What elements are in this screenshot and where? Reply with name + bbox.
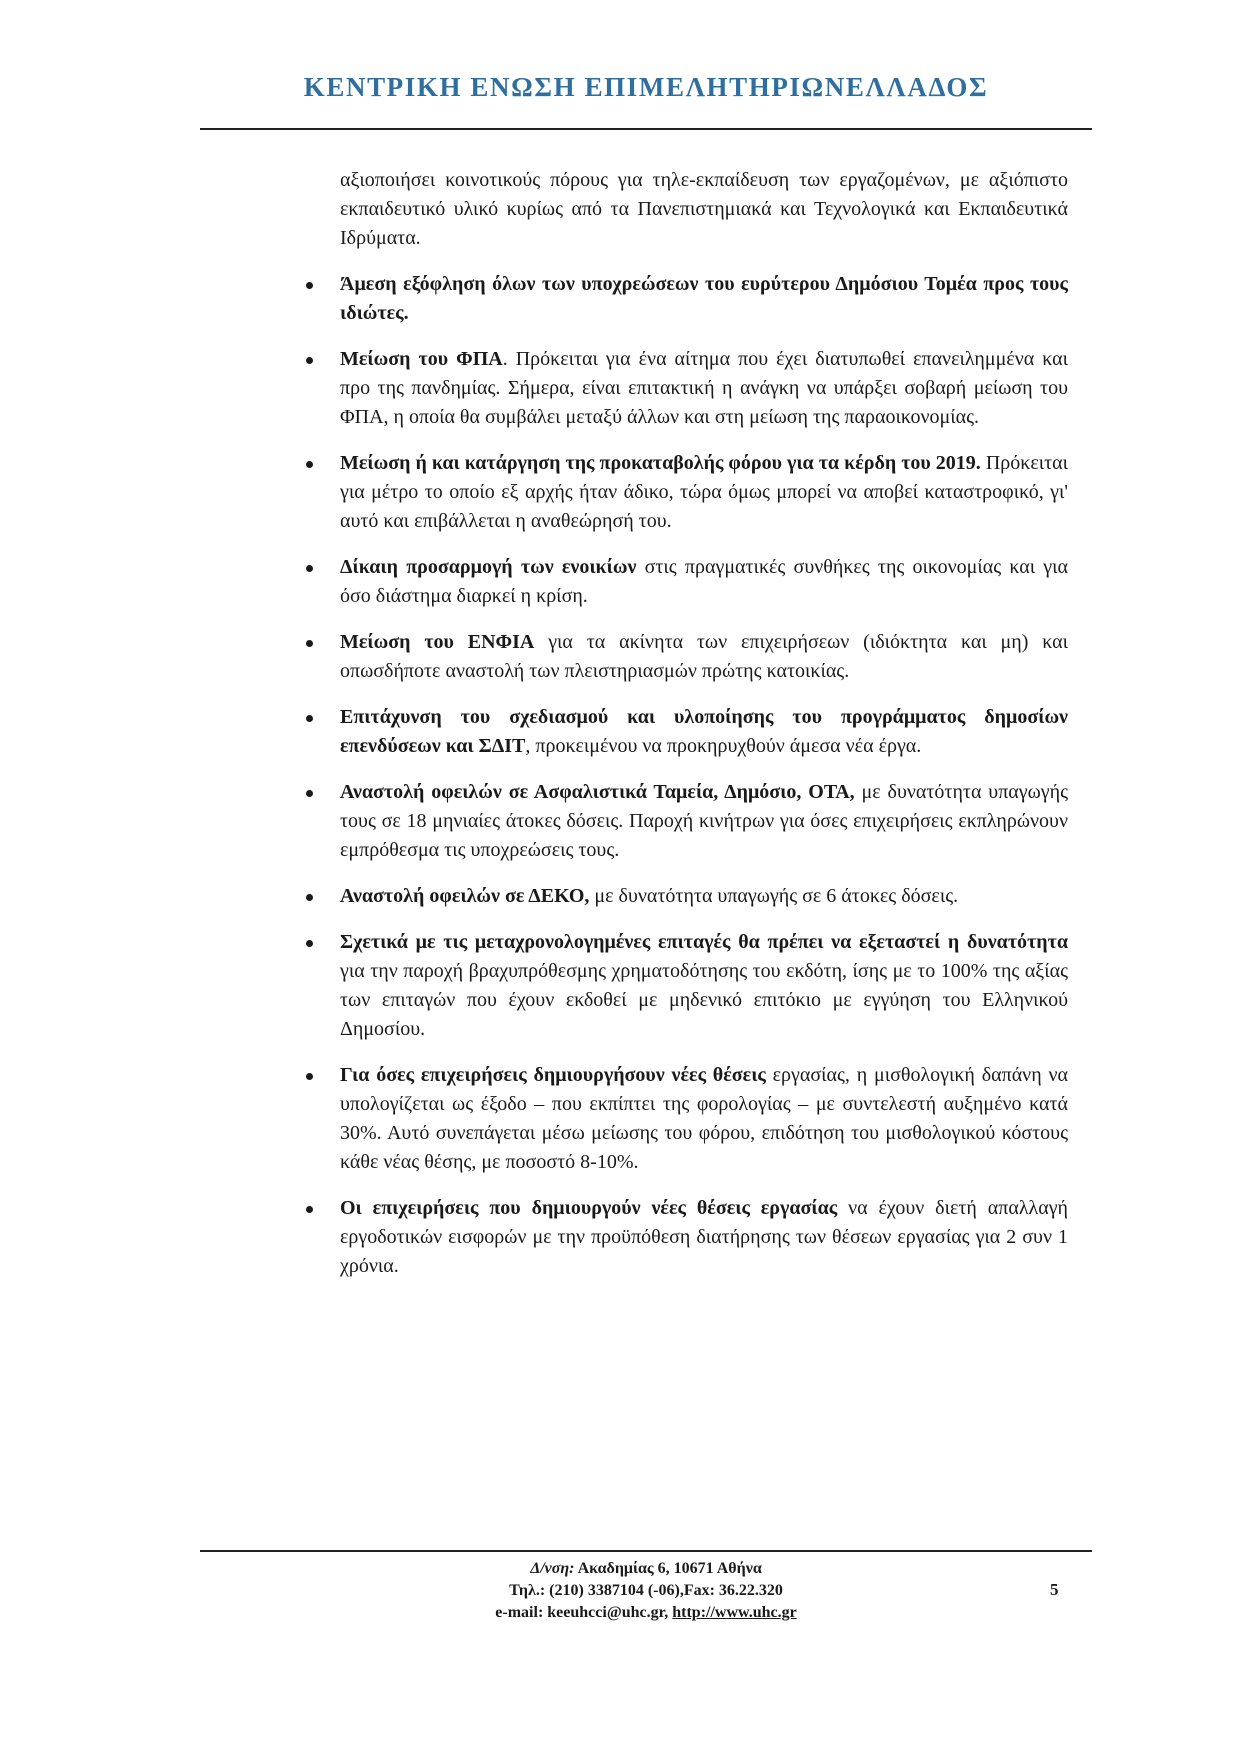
bullet-text [340,273,1068,324]
list-item [340,778,1068,865]
bullet-icon [306,894,313,901]
list-item [340,270,1068,328]
bullet-icon [306,1206,313,1213]
bullet-text [340,348,1068,428]
bullet-icon [306,940,313,947]
bullet-text [340,931,1068,1040]
bullet-text [340,885,958,907]
footer-address-line [200,1558,1092,1580]
bullet-regular-text: , προκειμένου να προκηρυχθούν άμεσα νέα έργα. [525,735,922,757]
bullet-bold-text: Μείωση ή και κατάργηση της προκαταβολής φόρου για τα κέρδη του 2019. [340,452,981,474]
document-header-title: ΚΕΝΤΡΙΚΗ ΕΝΩΣΗ ΕΠΙΜΕΛΗΤΗΡΙΩΝΕΛΛΑΔΟΣ [303,72,989,102]
list-item [340,628,1068,686]
footer-contact-line [200,1602,1092,1624]
footer-phone: Τηλ.: (210) 3387104 (-06),Fax: 36.22.320 [509,1582,783,1599]
bullet-icon [306,790,313,797]
bullet-bold-text: Αναστολή οφειλών σε ΔΕΚΟ, [340,885,590,907]
bullet-text [340,1064,1068,1173]
bullet-regular-text: για την παροχή βραχυπρόθεσμης χρηματοδότησης του εκδότη, ίσης με το 100% της αξίας των επιταγών που έχουν εκδοθεί με μηδενικό επιτόκιο με εγγύηση του Ελληνικού Δημοσίου. [340,960,1068,1040]
list-item [340,1061,1068,1177]
list-item [340,553,1068,611]
bullet-bold-text: Μείωση του ΦΠΑ [340,348,503,370]
list-item [340,1194,1068,1281]
bullet-regular-text: για τα ακίνητα των επιχειρήσεων (ιδιόκτητα και μη) και οπωσδήποτε αναστολή των πλειστηριασμών πρώτης κατοικίας. [340,631,1068,682]
bullet-bold-text: Δίκαιη προσαρμογή των ενοικίων [340,556,637,578]
list-item [340,928,1068,1044]
bullet-regular-text: με δυνατότητα υπαγωγής σε 6 άτοκες δόσεις. [589,885,959,907]
bullet-text [340,706,1068,757]
page-number: 5 [1050,1580,1059,1599]
bullet-bold-text: Άμεση εξόφληση όλων των υποχρεώσεων του ευρύτερου Δημόσιου Τομέα προς τους ιδιώτες. [340,273,1068,324]
bullet-regular-text: με δυνατότητα υπαγωγής τους σε 18 μηνιαίες άτοκες δόσεις. Παροχή κινήτρων για όσες επιχειρήσεις εκπληρώνουν εμπρόθεσμα τις υποχρεώσεις τους. [340,781,1069,861]
bullet-bold-text: Μείωση του ΕΝΦΙΑ [340,631,535,653]
bullet-bold-text: Για όσες επιχειρήσεις δημιουργήσουν νέες θέσεις [340,1064,766,1086]
bullet-text [340,1197,1068,1277]
footer [200,1558,1092,1624]
bullet-icon [306,640,313,647]
bullet-bold-text: Σχετικά με τις μεταχρονολογημένες επιταγές θα πρέπει να εξεταστεί η δυνατότητα [340,931,1068,953]
bullet-bold-text: Αναστολή οφειλών σε Ασφαλιστικά Ταμεία, Δημόσιο, ΟΤΑ, [340,781,855,803]
list-item [340,703,1068,761]
bullet-icon [306,565,313,572]
bullet-text [340,631,1068,682]
measures-list [340,270,1068,1281]
bullet-text [340,556,1068,607]
document-body [340,166,1068,1298]
bullet-icon [306,282,313,289]
bullet-regular-text: Πρόκειται για μέτρο το οποίο εξ αρχής ήταν άδικο, τώρα όμως μπορεί να αποβεί καταστροφικό, γι' αυτό και επιβάλλεται η αναθεώρησή του. [340,452,1068,532]
bullet-regular-text: . Πρόκειται για ένα αίτημα που έχει διατυπωθεί επανειλημμένα και προ της πανδημίας. Σήμερα, είναι επιτακτική η ανάγκη να υπάρξει σοβαρή μείωση του ΦΠΑ, η οποία θα συμβάλει μεταξύ άλλων και στη μείωση της παραοικονομίας. [340,348,1068,428]
list-item [340,449,1068,536]
bullet-regular-text: εργασίας, η μισθολογική δαπάνη να υπολογίζεται ως έξοδο – που εκπίπτει της φορολογίας – με συντελεστή αυξημένο κατά 30%. Αυτό συνεπάγεται μέσω μείωσης του φόρου, επιδότηση του μισθολογικού κόστους κάθε νέας θέσης, με ποσοστό 8-10%. [340,1064,1068,1173]
footer-address-label: Δ/νση: [530,1560,575,1577]
bullet-bold-text: Οι επιχειρήσεις που δημιουργούν νέες θέσεις εργασίας [340,1197,838,1219]
bullet-text [340,452,1068,532]
list-item [340,882,1068,911]
bullet-icon [306,461,313,468]
bullet-text [340,781,1068,861]
bullet-regular-text: στις πραγματικές συνθήκες της οικονομίας και για όσο διάστημα διαρκεί η κρίση. [340,556,1068,607]
bullet-icon [306,1073,313,1080]
footer-email: e-mail: keeuhcci@uhc.gr, [495,1604,673,1621]
footer-website-link[interactable]: http://www.uhc.gr [672,1604,797,1621]
bullet-bold-text: Επιτάχυνση του σχεδιασμού και υλοποίησης του προγράμματος δημοσίων επενδύσεων και ΣΔΙΤ [340,706,1068,757]
bullet-icon [306,715,313,722]
bullet-regular-text: να έχουν διετή απαλλαγή εργοδοτικών εισφορών με την προϋπόθεση διατήρησης των θέσεων εργασίας για 2 συν 1 χρόνια. [340,1197,1068,1277]
bullet-icon [306,357,313,364]
header-divider [200,128,1092,130]
intro-paragraph: αξιοποιήσει κοινοτικούς πόρους για τηλε-εκπαίδευση των εργαζομένων, με αξιόπιστο εκπαιδευτικό υλικό κυρίως από τα Πανεπιστημιακά και Τεχνολογικά και Εκπαιδευτικά Ιδρύματα. [340,169,1068,249]
list-item [340,345,1068,432]
footer-address: Ακαδημίας 6, 10671 Αθήνα [574,1560,762,1577]
footer-divider [200,1550,1092,1552]
